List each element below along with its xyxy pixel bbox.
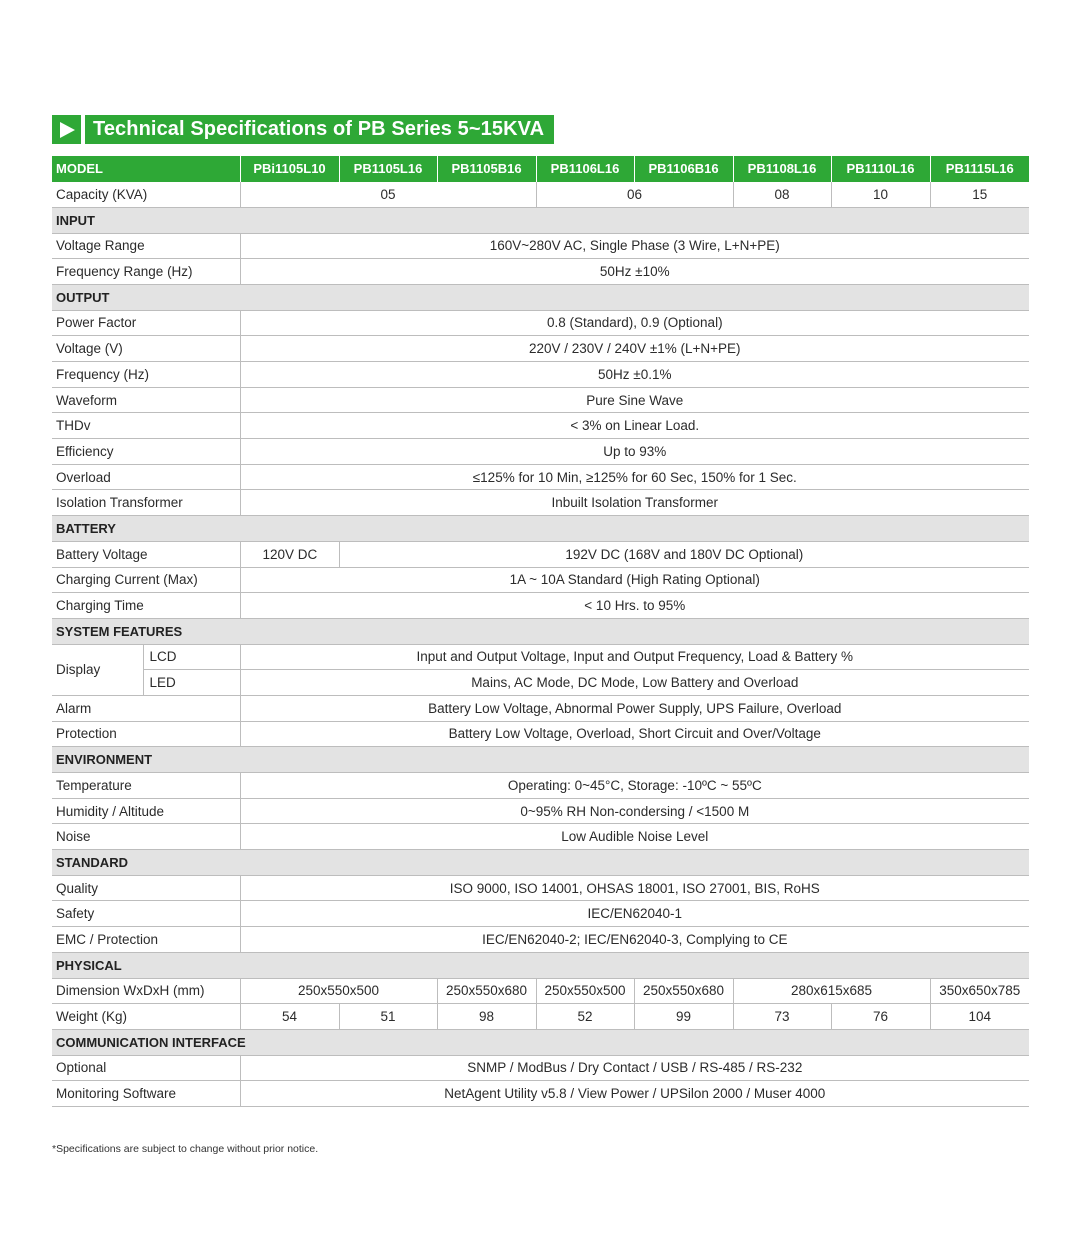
row-label: Dimension WxDxH (mm) xyxy=(52,978,240,1004)
row-value: 51 xyxy=(339,1004,437,1030)
row-label: Display xyxy=(52,644,143,695)
row-value: Operating: 0~45°C, Storage: -10ºC ~ 55ºC xyxy=(240,773,1029,799)
row-value: 250x550x500 xyxy=(536,978,634,1004)
spec-row xyxy=(52,387,1029,413)
row-value: 280x615x685 xyxy=(733,978,930,1004)
section-row-standard xyxy=(52,850,1029,876)
row-label: Waveform xyxy=(52,387,240,413)
section-row-output xyxy=(52,284,1029,310)
row-label: Voltage (V) xyxy=(52,336,240,362)
row-value: 1A ~ 10A Standard (High Rating Optional) xyxy=(240,567,1029,593)
row-label: Quality xyxy=(52,875,240,901)
spec-row xyxy=(52,695,1029,721)
model-name: PB1115L16 xyxy=(930,156,1029,182)
header-row xyxy=(52,156,1029,182)
row-value: 06 xyxy=(536,182,733,208)
spec-row-weight xyxy=(52,1004,1029,1030)
spec-row xyxy=(52,336,1029,362)
page-title: Technical Specifications of PB Series 5~15KVA xyxy=(85,115,554,144)
row-value: 99 xyxy=(634,1004,733,1030)
spec-row xyxy=(52,1055,1029,1081)
row-label: Charging Current (Max) xyxy=(52,567,240,593)
row-value: Battery Low Voltage, Overload, Short Circuit and Over/Voltage xyxy=(240,721,1029,747)
spec-row xyxy=(52,721,1029,747)
spec-row xyxy=(52,362,1029,388)
spec-row-dimension xyxy=(52,978,1029,1004)
row-label: Temperature xyxy=(52,773,240,799)
row-label: Overload xyxy=(52,464,240,490)
section-title: STANDARD xyxy=(52,850,1029,876)
row-value: 104 xyxy=(930,1004,1029,1030)
spec-row xyxy=(52,644,1029,670)
row-value: 08 xyxy=(733,182,831,208)
row-value: 54 xyxy=(240,1004,339,1030)
row-value: IEC/EN62040-2; IEC/EN62040-3, Complying to CE xyxy=(240,927,1029,953)
row-value: 160V~280V AC, Single Phase (3 Wire, L+N+PE) xyxy=(240,233,1029,259)
spec-row xyxy=(52,464,1029,490)
spec-row xyxy=(52,259,1029,285)
row-value: 73 xyxy=(733,1004,831,1030)
row-label: Monitoring Software xyxy=(52,1081,240,1107)
section-title: BATTERY xyxy=(52,516,1029,542)
spec-row xyxy=(52,541,1029,567)
section-title: OUTPUT xyxy=(52,284,1029,310)
row-label: Voltage Range xyxy=(52,233,240,259)
row-value: < 3% on Linear Load. xyxy=(240,413,1029,439)
row-value: IEC/EN62040-1 xyxy=(240,901,1029,927)
section-row-input xyxy=(52,207,1029,233)
section-row-system-features xyxy=(52,618,1029,644)
spec-row xyxy=(52,824,1029,850)
row-value: 250x550x680 xyxy=(437,978,536,1004)
page-title-banner xyxy=(52,115,554,144)
footnote: *Specifications are subject to change without prior notice. xyxy=(52,1143,319,1155)
row-value: 15 xyxy=(930,182,1029,208)
model-name: PB1106B16 xyxy=(634,156,733,182)
row-sublabel: LED xyxy=(143,670,240,696)
row-value: 0~95% RH Non-condersing / <1500 M xyxy=(240,798,1029,824)
row-label: Optional xyxy=(52,1055,240,1081)
spec-row xyxy=(52,490,1029,516)
section-title: INPUT xyxy=(52,207,1029,233)
row-label: EMC / Protection xyxy=(52,927,240,953)
row-label: Efficiency xyxy=(52,439,240,465)
row-sublabel: LCD xyxy=(143,644,240,670)
row-value: < 10 Hrs. to 95% xyxy=(240,593,1029,619)
row-value: 250x550x500 xyxy=(240,978,437,1004)
spec-row xyxy=(52,567,1029,593)
row-label: Battery Voltage xyxy=(52,541,240,567)
section-row-physical xyxy=(52,952,1029,978)
row-value: ISO 9000, ISO 14001, OHSAS 18001, ISO 27001, BIS, RoHS xyxy=(240,875,1029,901)
row-label: Charging Time xyxy=(52,593,240,619)
row-value: 50Hz ±0.1% xyxy=(240,362,1029,388)
model-name: PB1106L16 xyxy=(536,156,634,182)
row-value: 10 xyxy=(831,182,930,208)
spec-row xyxy=(52,1081,1029,1107)
row-label: THDv xyxy=(52,413,240,439)
spec-row xyxy=(52,798,1029,824)
row-label: Humidity / Altitude xyxy=(52,798,240,824)
model-label: MODEL xyxy=(52,156,240,182)
model-name: PB1105L16 xyxy=(339,156,437,182)
section-title: COMMUNICATION INTERFACE xyxy=(52,1029,1029,1055)
row-label: Safety xyxy=(52,901,240,927)
section-title: ENVIRONMENT xyxy=(52,747,1029,773)
row-label: Alarm xyxy=(52,695,240,721)
spec-row xyxy=(52,593,1029,619)
model-name: PB1105B16 xyxy=(437,156,536,182)
spec-table xyxy=(52,156,1029,1107)
spec-row xyxy=(52,413,1029,439)
row-value: NetAgent Utility v5.8 / View Power / UPSilon 2000 / Muser 4000 xyxy=(240,1081,1029,1107)
spec-row xyxy=(52,875,1029,901)
section-row-communication xyxy=(52,1029,1029,1055)
row-label: Noise xyxy=(52,824,240,850)
row-value: 350x650x785 xyxy=(930,978,1029,1004)
spec-row xyxy=(52,670,1029,696)
spec-row xyxy=(52,310,1029,336)
row-value: Input and Output Voltage, Input and Output Frequency, Load & Battery % xyxy=(240,644,1029,670)
row-value: 220V / 230V / 240V ±1% (L+N+PE) xyxy=(240,336,1029,362)
row-value: 192V DC (168V and 180V DC Optional) xyxy=(339,541,1029,567)
row-value: 50Hz ±10% xyxy=(240,259,1029,285)
row-value: 120V DC xyxy=(240,541,339,567)
row-value: Inbuilt Isolation Transformer xyxy=(240,490,1029,516)
row-value: 0.8 (Standard), 0.9 (Optional) xyxy=(240,310,1029,336)
play-arrow-icon xyxy=(52,115,81,144)
row-label: Frequency (Hz) xyxy=(52,362,240,388)
model-name: PB1108L16 xyxy=(733,156,831,182)
row-label: Protection xyxy=(52,721,240,747)
row-label: Isolation Transformer xyxy=(52,490,240,516)
row-label: Capacity (KVA) xyxy=(52,182,240,208)
row-value: 76 xyxy=(831,1004,930,1030)
row-value: 250x550x680 xyxy=(634,978,733,1004)
spec-row xyxy=(52,773,1029,799)
row-label: Weight (Kg) xyxy=(52,1004,240,1030)
row-value: ≤125% for 10 Min, ≥125% for 60 Sec, 150% for 1 Sec. xyxy=(240,464,1029,490)
section-title: SYSTEM FEATURES xyxy=(52,618,1029,644)
row-value: Pure Sine Wave xyxy=(240,387,1029,413)
spec-row-capacity xyxy=(52,182,1029,208)
spec-row xyxy=(52,439,1029,465)
row-value: 05 xyxy=(240,182,536,208)
row-value: 98 xyxy=(437,1004,536,1030)
spec-row xyxy=(52,901,1029,927)
row-value: Low Audible Noise Level xyxy=(240,824,1029,850)
spec-row xyxy=(52,233,1029,259)
model-name: PB1110L16 xyxy=(831,156,930,182)
model-name: PBi1105L10 xyxy=(240,156,339,182)
spec-row xyxy=(52,927,1029,953)
row-value: Up to 93% xyxy=(240,439,1029,465)
section-row-environment xyxy=(52,747,1029,773)
section-title: PHYSICAL xyxy=(52,952,1029,978)
row-label: Frequency Range (Hz) xyxy=(52,259,240,285)
row-value: Battery Low Voltage, Abnormal Power Supply, UPS Failure, Overload xyxy=(240,695,1029,721)
row-value: Mains, AC Mode, DC Mode, Low Battery and Overload xyxy=(240,670,1029,696)
row-value: 52 xyxy=(536,1004,634,1030)
section-row-battery xyxy=(52,516,1029,542)
row-label: Power Factor xyxy=(52,310,240,336)
row-value: SNMP / ModBus / Dry Contact / USB / RS-485 / RS-232 xyxy=(240,1055,1029,1081)
